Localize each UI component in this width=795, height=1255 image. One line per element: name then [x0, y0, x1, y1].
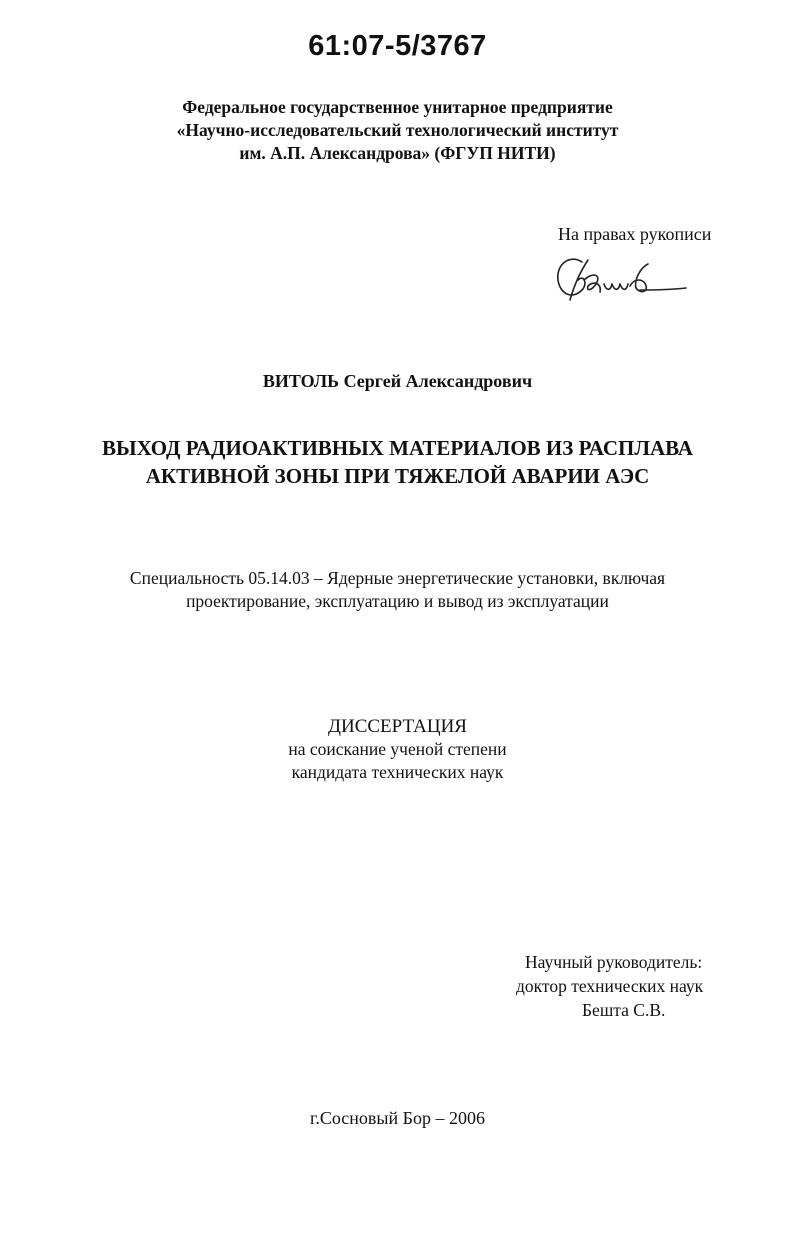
- specialty-block: [0, 567, 795, 613]
- organization-line: «Научно-исследовательский технологический институт: [176, 120, 619, 140]
- specialty-line: Специальность 05.14.03 – Ядерные энергетические установки, включая: [129, 568, 666, 588]
- thesis-title-line: АКТИВНОЙ ЗОНЫ ПРИ ТЯЖЕЛОЙ АВАРИИ АЭС: [145, 464, 650, 488]
- dissertation-block: [0, 715, 795, 784]
- manuscript-rights-note: На правах рукописи: [558, 224, 712, 244]
- thesis-title-line: ВЫХОД РАДИОАКТИВНЫХ МАТЕРИАЛОВ ИЗ РАСПЛАВА: [101, 436, 693, 460]
- supervisor-block: [508, 950, 728, 1022]
- thesis-title: [0, 434, 795, 490]
- organization-block: [0, 96, 795, 165]
- supervisor-degree: доктор технических наук: [516, 976, 704, 996]
- city-year: г.Сосновый Бор – 2006: [310, 1108, 485, 1128]
- degree-purpose-line: кандидата технических наук: [291, 762, 504, 782]
- organization-line: им. А.П. Александрова» (ФГУП НИТИ): [239, 143, 556, 163]
- degree-purpose-line: на соискание ученой степени: [288, 739, 507, 759]
- dissertation-type: ДИССЕРТАЦИЯ: [328, 716, 467, 737]
- specialty-line: проектирование, эксплуатацию и вывод из эксплуатации: [186, 591, 609, 611]
- organization-line: Федеральное государственное унитарное предприятие: [182, 97, 613, 117]
- supervisor-name: Бешта С.В.: [582, 1000, 666, 1020]
- signature-icon: [548, 250, 688, 312]
- author-name: ВИТОЛЬ Сергей Александрович: [262, 371, 533, 391]
- supervisor-role: Научный руководитель:: [525, 952, 703, 972]
- catalog-number: 61:07-5/3767: [308, 30, 487, 62]
